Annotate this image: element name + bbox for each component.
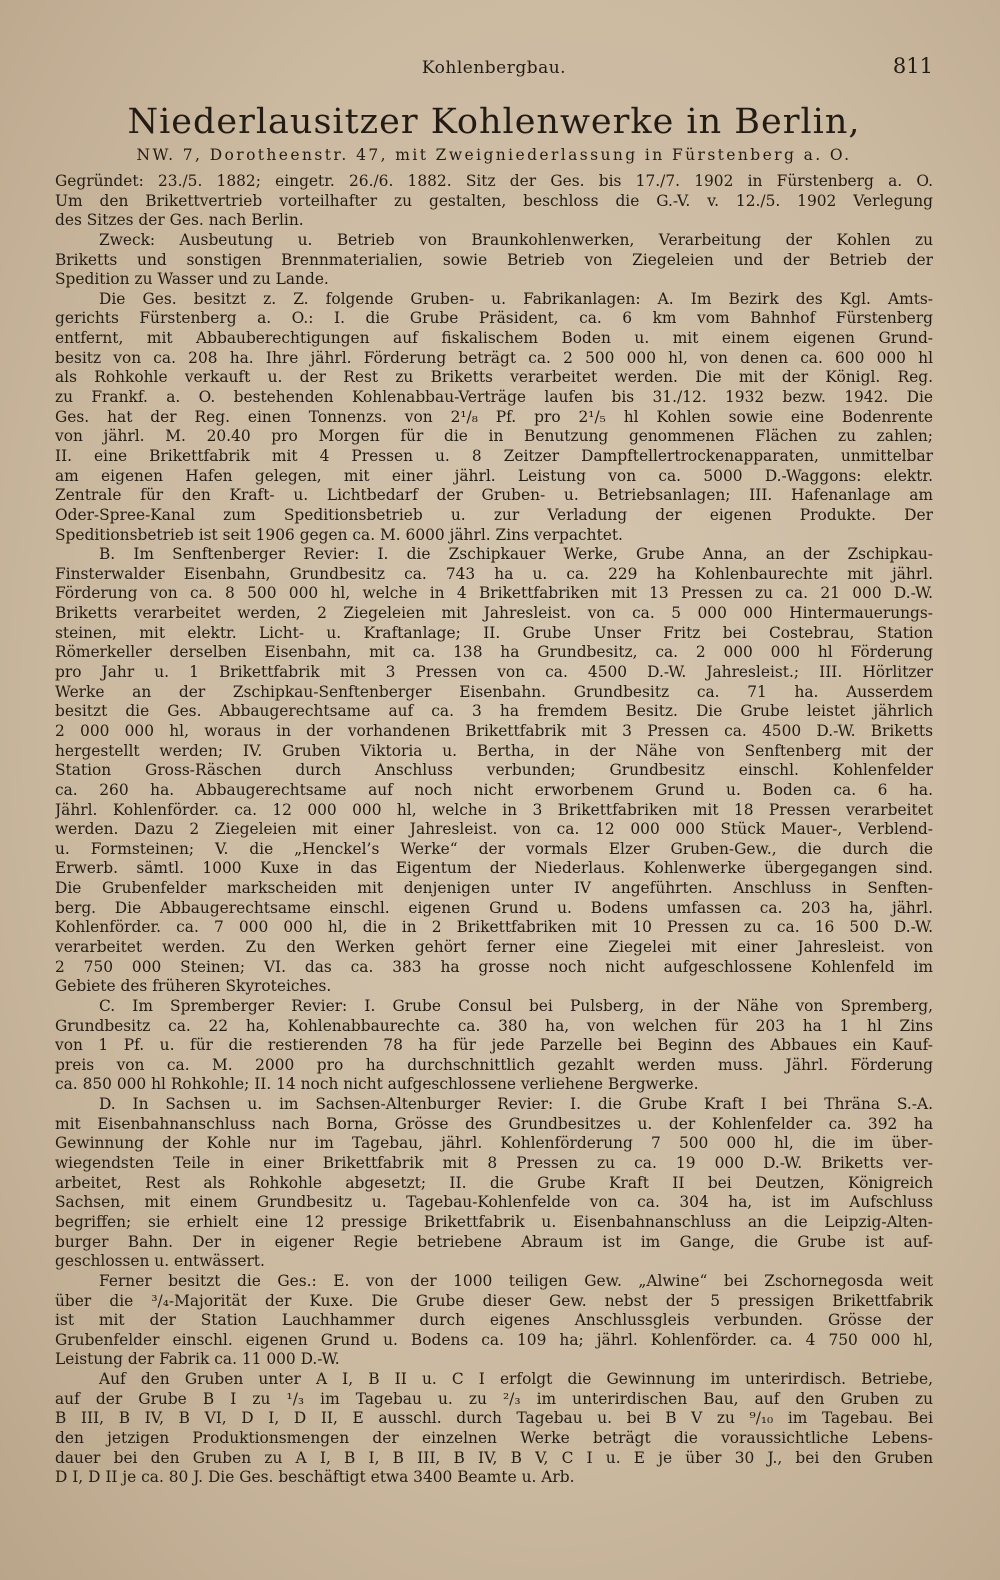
text-line: Sachsen, mit einem Grundbesitz u. Tagebau-Kohlenfelde von ca. 304 ha, ist im Aufschluss [55, 1193, 933, 1212]
text-line: von 1 Pf. u. für die restierenden 78 ha für jede Parzelle bei Beginn des Abbaues ein Kauf- [55, 1036, 933, 1055]
text-line: Römerkeller derselben Eisenbahn, mit ca. 138 ha Grundbesitz, ca. 2 000 000 hl Förderung [55, 643, 933, 662]
text-line: 2 000 000 hl, woraus in der vorhandenen Brikettfabrik mit 3 Pressen ca. 4500 D.-W. Briketts [55, 721, 933, 740]
text-line: burger Bahn. Der in eigener Regie betriebene Abraum ist im Gange, die Grube ist auf- [55, 1232, 933, 1251]
text-line: Spedition zu Wasser und zu Lande. [55, 270, 329, 289]
text-line: II. eine Brikettfabrik mit 4 Pressen u. 8 Zeitzer Dampftellertrockenapparaten, unmittelbar [55, 446, 933, 465]
text-line: auf der Grube B I zu ¹/₃ im Tagebau u. zu ²/₃ im unterirdischen Bau, auf den Gruben zu [55, 1389, 933, 1408]
text-line: gerichts Fürstenberg a. O.: I. die Grube Präsident, ca. 6 km vom Bahnhof Fürstenberg [55, 309, 933, 328]
text-line: besitzt die Ges. Abbaugerechtsame auf ca. 3 ha fremdem Besitz. Die Grube leistet jährlich [55, 702, 933, 721]
company-title: Niederlausitzer Kohlenwerke in Berlin, [127, 102, 861, 142]
text-line: 2 750 000 Steinen; VI. das ca. 383 ha grosse noch nicht aufgeschlossene Kohlenfeld im [55, 957, 933, 976]
text-line: entfernt, mit Abbauberechtigungen auf fiskalischem Boden u. mit einem eigenen Grund- [55, 329, 933, 348]
text-line: Zweck: Ausbeutung u. Betrieb von Braunkohlenwerken, Verarbeitung der Kohlen zu [99, 230, 933, 249]
text-line: B III, B IV, B VI, D I, D II, E ausschl. durch Tagebau u. bei B V zu ⁹/₁₀ im Tagebau. Bei [55, 1409, 933, 1428]
text-line: Gebiete des früheren Skyroteiches. [55, 977, 332, 996]
text-line: Kohlenförder. ca. 7 000 000 hl, die in 2 Brikettfabriken mit 10 Pressen zu ca. 16 500 D.-W. [55, 918, 933, 937]
text-line: Gegründet: 23./5. 1882; eingetr. 26./6. 1882. Sitz der Ges. bis 17./7. 1902 in Fürstenberg a. O. [55, 172, 933, 190]
company-address: NW. 7, Dorotheenstr. 47, mit Zweigniederlassung in Fürstenberg a. O. [136, 146, 852, 164]
text-line: Förderung von ca. 8 500 000 hl, welche in 4 Brikettfabriken mit 13 Pressen zu ca. 21 000 D.-W. [55, 584, 933, 603]
text-line: Erwerb. sämtl. 1000 Kuxe in das Eigentum der Niederlaus. Kohlenwerke übergegangen sind. [55, 859, 933, 878]
text-line: zu Frankf. a. O. bestehenden Kohlenabbau-Verträge laufen bis 31./12. 1932 bezw. 1942. Die [55, 388, 933, 407]
text-line: Gewinnung der Kohle nur im Tagebau, jährl. Kohlenförderung 7 500 000 hl, die im über- [55, 1134, 933, 1153]
text-line: besitz von ca. 208 ha. Ihre jährl. Förderung beträgt ca. 2 500 000 hl, von denen ca. 600 000 hl [55, 348, 933, 367]
text-line: dauer bei den Gruben zu A I, B I, B III, B IV, B V, C I u. E je über 30 J., bei den Gruben [55, 1448, 933, 1467]
page-header [55, 54, 933, 86]
text-line: u. Formsteinen; V. die „Henckel’s Werke“ der vormals Elzer Gruben-Gew., die durch die [55, 839, 933, 858]
page-number: 811 [892, 54, 933, 78]
text-line: mit Eisenbahnanschluss nach Borna, Grösse des Grundbesitzes u. der Kohlenfelder ca. 392 ha [55, 1114, 933, 1133]
text-line: geschlossen u. entwässert. [55, 1252, 265, 1271]
text-line: ist mit der Station Lauchhammer durch eigenes Anschlussgleis verbunden. Grösse der [55, 1311, 933, 1330]
text-line: begriffen; sie erhielt eine 12 pressige Brikettfabrik u. Eisenbahnanschluss an die Leipzig-Alten- [55, 1212, 933, 1231]
text-line: werden. Dazu 2 Ziegeleien mit einer Jahresleist. von ca. 12 000 000 Stück Mauer-, Verblend- [55, 820, 933, 839]
text-line: Briketts und sonstigen Brennmaterialien, sowie Betrieb von Ziegeleien und der Betrieb der [55, 250, 933, 269]
text-line: Finsterwalder Eisenbahn, Grundbesitz ca. 743 ha u. ca. 229 ha Kohlenbaurechte mit jährl. [55, 564, 933, 583]
text-line: am eigenen Hafen gelegen, mit einer jährl. Leistung von ca. 5000 D.-Waggons: elektr. [55, 466, 933, 485]
text-line: Grubenfelder einschl. eigenen Grund u. Bodens ca. 109 ha; jährl. Kohlenförder. ca. 4 750 000 hl, [55, 1330, 933, 1349]
text-line: ca. 260 ha. Abbaugerechtsame auf noch nicht erworbenem Grund u. Boden ca. 6 ha. [55, 780, 933, 799]
text-line: Grundbesitz ca. 22 ha, Kohlenabbaurechte ca. 380 ha, von welchen für 203 ha 1 hl Zins [55, 1016, 933, 1035]
text-line: Ges. hat der Reg. einen Tonnenzs. von 2¹/₈ Pf. pro 2¹/₅ hl Kohlen sowie eine Bodenrente [55, 407, 933, 426]
text-line: Briketts verarbeitet werden, 2 Ziegeleien mit Jahresleist. von ca. 5 000 000 Hintermauerungs- [55, 604, 933, 623]
text-line: ca. 850 000 hl Rohkohle; II. 14 noch nicht aufgeschlossene verliehene Bergwerke. [55, 1075, 699, 1094]
text-line: wiegendsten Teile in einer Brikettfabrik mit 8 Pressen zu ca. 19 000 D.-W. Briketts ver- [55, 1154, 933, 1173]
text-line: preis von ca. M. 2000 pro ha durchschnittlich gezahlt werden muss. Jährl. Förderung [55, 1055, 933, 1074]
text-line: über die ³/₄-Majorität der Kuxe. Die Grube dieser Gew. nebst der 5 pressigen Brikettfabrik [55, 1291, 933, 1310]
text-line: Die Grubenfelder markscheiden mit denjenigen unter IV angeführten. Anschluss in Senften- [55, 879, 933, 898]
text-line: Jährl. Kohlenförder. ca. 12 000 000 hl, welche in 3 Brikettfabriken mit 18 Pressen verarbeitet [55, 800, 933, 819]
text-line: Werke an der Zschipkau-Senftenberger Eisenbahn. Grundbesitz ca. 71 ha. Ausserdem [55, 682, 933, 701]
text-line: steinen, mit elektr. Licht- u. Kraftanlage; II. Grube Unser Fritz bei Costebrau, Station [55, 623, 933, 642]
text-line: pro Jahr u. 1 Brikettfabrik mit 3 Pressen von ca. 4500 D.-W. Jahresleist.; III. Hörlitzer [55, 663, 933, 682]
text-line: D I, D II je ca. 80 J. Die Ges. beschäftigt etwa 3400 Beamte u. Arb. [55, 1468, 575, 1487]
text-line: des Sitzes der Ges. nach Berlin. [55, 211, 304, 230]
body-text [55, 172, 933, 1488]
text-line: Zentrale für den Kraft- u. Lichtbedarf der Gruben- u. Betriebsanlagen; III. Hafenanlage am [55, 486, 933, 505]
text-line: Station Gross-Räschen durch Anschluss verbunden; Grundbesitz einschl. Kohlenfelder [55, 761, 933, 780]
running-head: Kohlenbergbau. [421, 58, 567, 78]
text-line: Speditionsbetrieb ist seit 1906 gegen ca. M. 6000 jährl. Zins verpachtet. [55, 525, 623, 544]
text-line: verarbeitet werden. Zu den Werken gehört ferner eine Ziegelei mit einer Jahresleist. von [55, 937, 933, 956]
text-line: von jährl. M. 20.40 pro Morgen für die in Benutzung genommenen Flächen zu zahlen; [55, 427, 933, 446]
text-line: Oder-Spree-Kanal zum Speditionsbetrieb u. zur Verladung der eigenen Produkte. Der [55, 505, 933, 524]
text-line: Leistung der Fabrik ca. 11 000 D.-W. [55, 1350, 340, 1369]
text-line: B. Im Senftenberger Revier: I. die Zschipkauer Werke, Grube Anna, an der Zschipkau- [99, 545, 933, 564]
text-line: berg. Die Abbaugerechtsame einschl. eigenen Grund u. Bodens umfassen ca. 203 ha, jährl. [55, 898, 933, 917]
text-line: Um den Brikettvertrieb vorteilhafter zu gestalten, beschloss die G.-V. v. 12./5. 1902 Verlegung [55, 191, 933, 210]
text-line: den jetzigen Produktionsmengen der einzelnen Werke beträgt die voraussichtliche Lebens- [55, 1429, 933, 1447]
text-line: D. In Sachsen u. im Sachsen-Altenburger Revier: I. die Grube Kraft I bei Thräna S.-A. [99, 1095, 933, 1114]
text-line: C. Im Spremberger Revier: I. Grube Consul bei Pulsberg, in der Nähe von Spremberg, [99, 996, 933, 1015]
text-line: Die Ges. besitzt z. Z. folgende Gruben- u. Fabrikanlagen: A. Im Bezirk des Kgl. Amts- [99, 289, 933, 308]
text-line: Ferner besitzt die Ges.: E. von der 1000 teiligen Gew. „Alwine“ bei Zschornegosda weit [99, 1271, 933, 1290]
text-line: als Rohkohle verkauft u. der Rest zu Briketts verarbeitet werden. Die mit der Königl. Reg. [55, 368, 933, 387]
text-line: Auf den Gruben unter A I, B II u. C I erfolgt die Gewinnung im unterirdisch. Betriebe, [99, 1370, 933, 1389]
text-line: arbeitet, Rest als Rohkohle abgesetzt; II. die Grube Kraft II bei Deutzen, Königreich [55, 1173, 933, 1192]
text-line: hergestellt werden; IV. Gruben Viktoria u. Bertha, in der Nähe von Senftenberg mit der [55, 741, 933, 760]
